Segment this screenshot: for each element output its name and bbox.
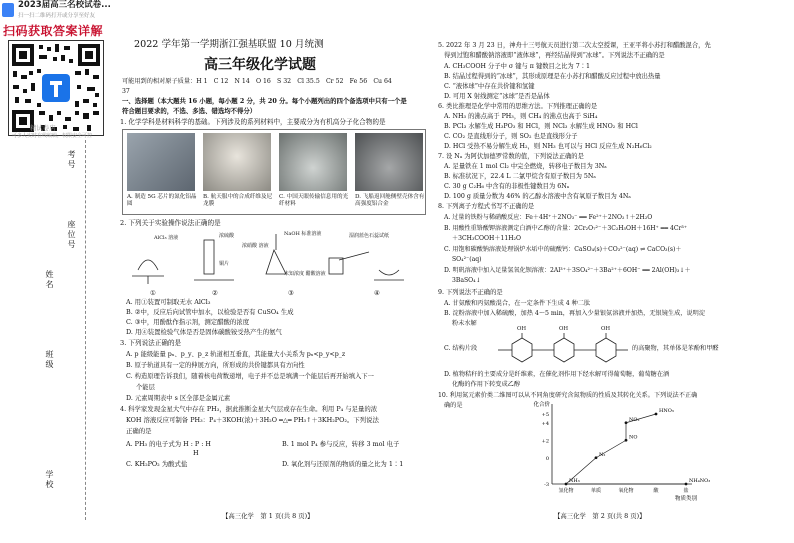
q9-option-c-tail: 的高聚物，其单体是苯酚和甲醛 [632,345,719,352]
q4-stem: 4. 科学家发现金星大气中存在 PH₃，据此推断金星大气层或存在生命。利用 P₄ 与足量的浓 [120,405,378,413]
side-label-name: 姓名 [45,270,54,290]
q8-option-b: B. 用酸性重铬酸钾溶液测定白酒中乙醇的含量：2Cr₂O₇²⁻＋3C₂H₅OH＋16H⁺ ══ 4Cr³⁺ [444,225,688,232]
q1-image-c [279,133,347,191]
q3-stem: 3. 下列说法正确的是 [120,339,182,347]
q9-structure [490,332,630,368]
q2-label-acid: 浓硫酸 [219,233,235,239]
q5-option-a: A. CH₃COOH 分子中 σ 键与 π 键数目之比为 7∶1 [444,63,591,70]
q6-option-d: D. HCl 受热不易分解生成 H₂，则 NH₃ 也可以与 HCl 反应生成 N₂H₆Cl₂ [444,143,652,150]
side-note-1: 精试卷店 [30,124,56,132]
chart-x-tick: 酸 [653,488,659,494]
q1-option-b: B. 航天服中的合成纤维及尼龙膜 [203,194,273,207]
q2-option-d: D. 用④装置检验气体是否是固体碳酸铵受热产生的氨气 [126,328,282,336]
q6-stem: 6. 类比推理是化学中常用的思维方法。下列推理正确的是 [438,103,598,110]
promo-text: 扫码获取答案详解 [3,24,104,38]
chart-y-tick: 0 [545,455,549,462]
q5-stem: 5. 2022 年 3 月 23 日，神舟十三号航天员进行第二次太空授课，王亚平将小苏打和醋酸混合，先 [438,42,711,49]
binding-column [30,140,90,520]
q1-stem: 1. 化学学科是材料科学的基础。下列涉及的系列材料中，主要成分为有机高分子化合物的是 [120,118,386,126]
q3-option-a: A. p 能级能量 pₓ、p_y、p_z 轨道相互垂直，其能量大小关系为 pₓ<p_y<p_z [126,351,346,358]
q8-option-c-cont: SO₄²⁻(aq) [452,256,482,263]
q5-stem-b: 得到过饱和醋酸钠溶液即“液体球”，再经结晶得到“冰球”。下列说法不正确的是 [444,52,665,59]
document-icon [2,3,14,17]
q4-option-a: A. PH₃ 的电子式为 H : P : H [126,440,212,448]
chart-point-label: HNO₃ [659,408,674,414]
q2-stem: 2. 下列关于实验操作说法正确的是 [120,219,221,227]
chart-point [685,483,688,486]
q1-option-c: C. 中国天眼传输信息用的光纤材料 [279,194,349,207]
q5-option-c: C. “液体球”中存在共价键和氢键 [444,83,535,90]
chart-point [595,456,598,459]
q2-num-4: ④ [374,289,380,297]
left-footer: 【高三化学 第 1 页(共 8 页)】 [222,512,314,520]
q2-apparatus [124,230,424,288]
file-subtitle: 扫一扫二维码打开或分享至好友 [18,13,96,19]
section1-title: 一、选择题（本大题共 16 小题，每小题 2 分，共 20 分。每个小题列出的四个备选项中只有一个是 [122,97,407,105]
side-note-2: 可多人实时在线编辑，权限安全可控 [12,133,93,139]
chart-y-tick: +5 [541,412,549,418]
q9-option-c: C. 结构片段 [444,345,478,352]
chart-point [625,421,628,424]
q10-stem-b: 确的是 [444,402,463,409]
section1-title-cont: 符合题目要求的，不选、多选、错选均不得分） [122,107,257,115]
chart-y-tick: -3 [544,482,549,488]
q9-stem: 9. 下列说法不正确的是 [438,289,503,296]
q4-stem-b: KOH 溶液反应可制备 PH₃：P₄＋3KOH(浓)＋3H₂O ═△═ PH₃↑＋3KH₂PO₂。下列说法 [126,416,379,424]
q4-stem-c: 正确的是 [126,427,152,435]
right-footer: 【高三化学 第 2 页(共 8 页)】 [554,512,646,520]
file-title: 2023届高三名校试卷... [18,0,111,10]
q4-option-c: C. KH₂PO₂ 为酸式盐 [126,460,188,468]
chart-point-label: N₂ [599,451,606,458]
qr-code-icon[interactable] [8,40,104,136]
chart-point [625,439,628,442]
nitrogen-chart [530,400,711,504]
q7-option-c: C. 30 g C₂H₆ 中含有的非极性键数目为 6Nₐ [444,183,570,190]
q2-label-alcl3: AlCl₃ 溶液 [154,235,179,241]
q2-num-3: ③ [288,289,294,297]
q8-option-a: A. 过量的铁粉与稀硝酸反应：Fe＋4H⁺＋2NO₃⁻ ══ Fe²⁺＋2NO₂↑＋2H₂O [444,214,653,221]
chart-x-tick: 单质 [590,488,602,494]
chart-point [565,483,568,486]
chart-x-tick: 盐 [683,488,689,494]
left-page [112,36,430,526]
q9-option-d-cont: 化酶的作用下转变成乙醇 [452,381,521,388]
side-label-school: 学校 [45,470,54,490]
q8-option-c: C. 用饱和碳酸钠溶液处理锅炉水垢中的硫酸钙：CaSO₄(s)＋CO₃²⁻(aq) ⇌ CaCO₃(s)＋ [444,246,682,253]
q5-option-d: D. 可用 X 射线测定“冰球”是否是晶体 [444,93,550,100]
q7-option-b: B. 标准状况下，22.4 L 二氯甲烷含有原子数目为 5Nₐ [444,173,596,180]
atomic-masses-cont: 37 [122,88,130,95]
q5-option-b: B. 结晶过程得到的“冰球”，其形成原理是在小苏打和醋酸反应过程中放出热量 [444,73,661,80]
q3-option-c-cont: 个能层 [136,384,155,391]
ph3-h-below: H [193,449,199,457]
chart-y-label: 化合价 [533,402,550,408]
q7-option-d: D. 100 g 质量分数为 46% 的乙醇水溶液中含有氧原子数目为 4Nₐ [444,193,631,200]
chart-point-label: NH₄NO₃ [689,478,711,484]
q2-label-hno3: 浓硝酸 溶液 [242,243,269,249]
right-page [432,36,788,526]
side-label-class: 班级 [45,350,54,370]
q1-option-a: A. 制造 5G 芯片的氮化铝晶圆 [127,194,197,207]
side-label-kaohao: 考号 [67,150,76,170]
q7-stem: 7. 设 Nₐ 为阿伏加德罗常数的值，下列说法正确的是 [438,153,584,160]
chart-x-tick: 氢化物 [558,488,574,494]
q9-option-a: A. 甘氨酸和丙氨酸混合，在一定条件下生成 4 种二肽 [444,300,591,307]
q2-option-a: A. 用①装置可制取无水 AlCl₃ [126,298,211,306]
q1-image-row [122,129,426,215]
chart-y-tick: +4 [541,420,549,427]
q2-label-acetic: 未知浓度 醋酸溶液 [284,271,326,277]
chart-y-tick: +2 [541,438,549,445]
q2-label-litmus: 湿润蓝色石蕊试纸 [349,233,390,239]
chart-point-label: NH₃ [569,478,580,484]
q8-stem: 8. 下列离子方程式书写不正确的是 [438,203,535,210]
chart-point-label: NO₂ [629,416,640,423]
chart-x-tick: 氧化物 [618,488,634,494]
chart-point [655,413,658,416]
side-label-zuowei: 座位号 [67,220,76,250]
q6-option-b: B. PCl₃ 水解生成 H₃PO₃ 和 HCl，则 NCl₃ 水解生成 HNO₂ 和 HCl [444,123,638,130]
q7-option-a: A. 足量铁在 1 mol Cl₂ 中完全燃烧，转移电子数目为 3Nₐ [444,163,607,170]
q1-option-d: D. 飞船返回舱侧壁壳体含有高强度铝合金 [355,194,425,207]
q9-option-d: D. 植物秸秆的主要成分是纤维素，在催化剂作用下经水解可得葡萄糖，葡萄糖在酒 [444,371,670,378]
q3-option-b: B. 原子轨道具有一定的伸展方向，所形成的共价键都具有方向性 [126,362,305,369]
q3-option-d: D. 元素周期表中 s 区全部是金属元素 [126,395,231,402]
q2-option-b: B. ②中，反应后向试管中加水，以检验是否有 CuSO₄ 生成 [126,308,294,316]
q9-oh-3: OH [601,326,611,332]
exam-title: 高三年级化学试题 [204,57,316,73]
q3-option-c: C. 构造原理告诉我们，随着核电荷数递增，电子并不总是填满一个能层后再开始填入下一 [126,373,374,380]
q9-option-b-cont: 粉未水解 [452,320,477,327]
q10-stem: 10. 利用氮元素价类二维图可以从不同角度研究含氮物质的性质及其转化关系。下列说法不正确 [438,392,698,399]
q8-option-d-cont: 3BaSO₄↓ [452,277,481,284]
q9-oh-1: OH [517,326,527,332]
q2-num-1: ① [150,289,156,297]
q1-image-b [203,133,271,191]
q2-label-cu: 铜片 [219,261,230,267]
q2-num-2: ② [212,289,218,297]
q6-option-c: C. CO₂ 是直线形分子，则 SO₂ 也是直线形分子 [444,133,578,140]
q8-option-d: D. 明矾溶液中加入足量氢氧化钡溶液：2Al³⁺＋3SO₄²⁻＋3Ba²⁺＋6OH⁻ ══ 2Al(OH)₃↓＋ [444,267,691,274]
q6-option-a: A. NH₃ 的沸点高于 PH₃，则 CH₄ 的沸点也高于 SiH₄ [444,113,598,120]
atomic-masses: 可能用到的相对原子质量：H 1 C 12 N 14 O 16 S 32 Cl 35.5 Cr 52 Fe 56 Cu 64 [122,78,392,85]
q2-option-c: C. ③中，用酚酞作指示剂，测定醋酸的浓度 [126,318,250,326]
q4-option-b: B. 1 mol P₄ 参与反应，转移 3 mol 电子 [282,440,400,448]
binding-line [85,140,86,520]
q9-oh-2: OH [559,326,569,332]
file-banner[interactable] [0,0,130,24]
q9-option-b: B. 淀粉溶液中加入稀硫酸，加热 4～5 min，再加入少量银氨溶液并加热，无银镜生成，说明淀 [444,310,706,317]
q8-option-b-cont: ＋3CH₃COOH＋11H₂O [452,235,521,242]
chart-x-label: 物质类别 [674,496,698,502]
exam-header: 2022 学年第一学期浙江强基联盟 10 月统测 [134,39,324,50]
q1-image-d [355,133,423,191]
q4-option-d: D. 氧化剂与还原剂的物质的量之比为 1∶1 [282,460,404,468]
q2-label-naoh: NaOH 标准溶液 [284,231,322,237]
q1-image-a [127,133,195,191]
chart-point-label: NO [629,434,638,441]
